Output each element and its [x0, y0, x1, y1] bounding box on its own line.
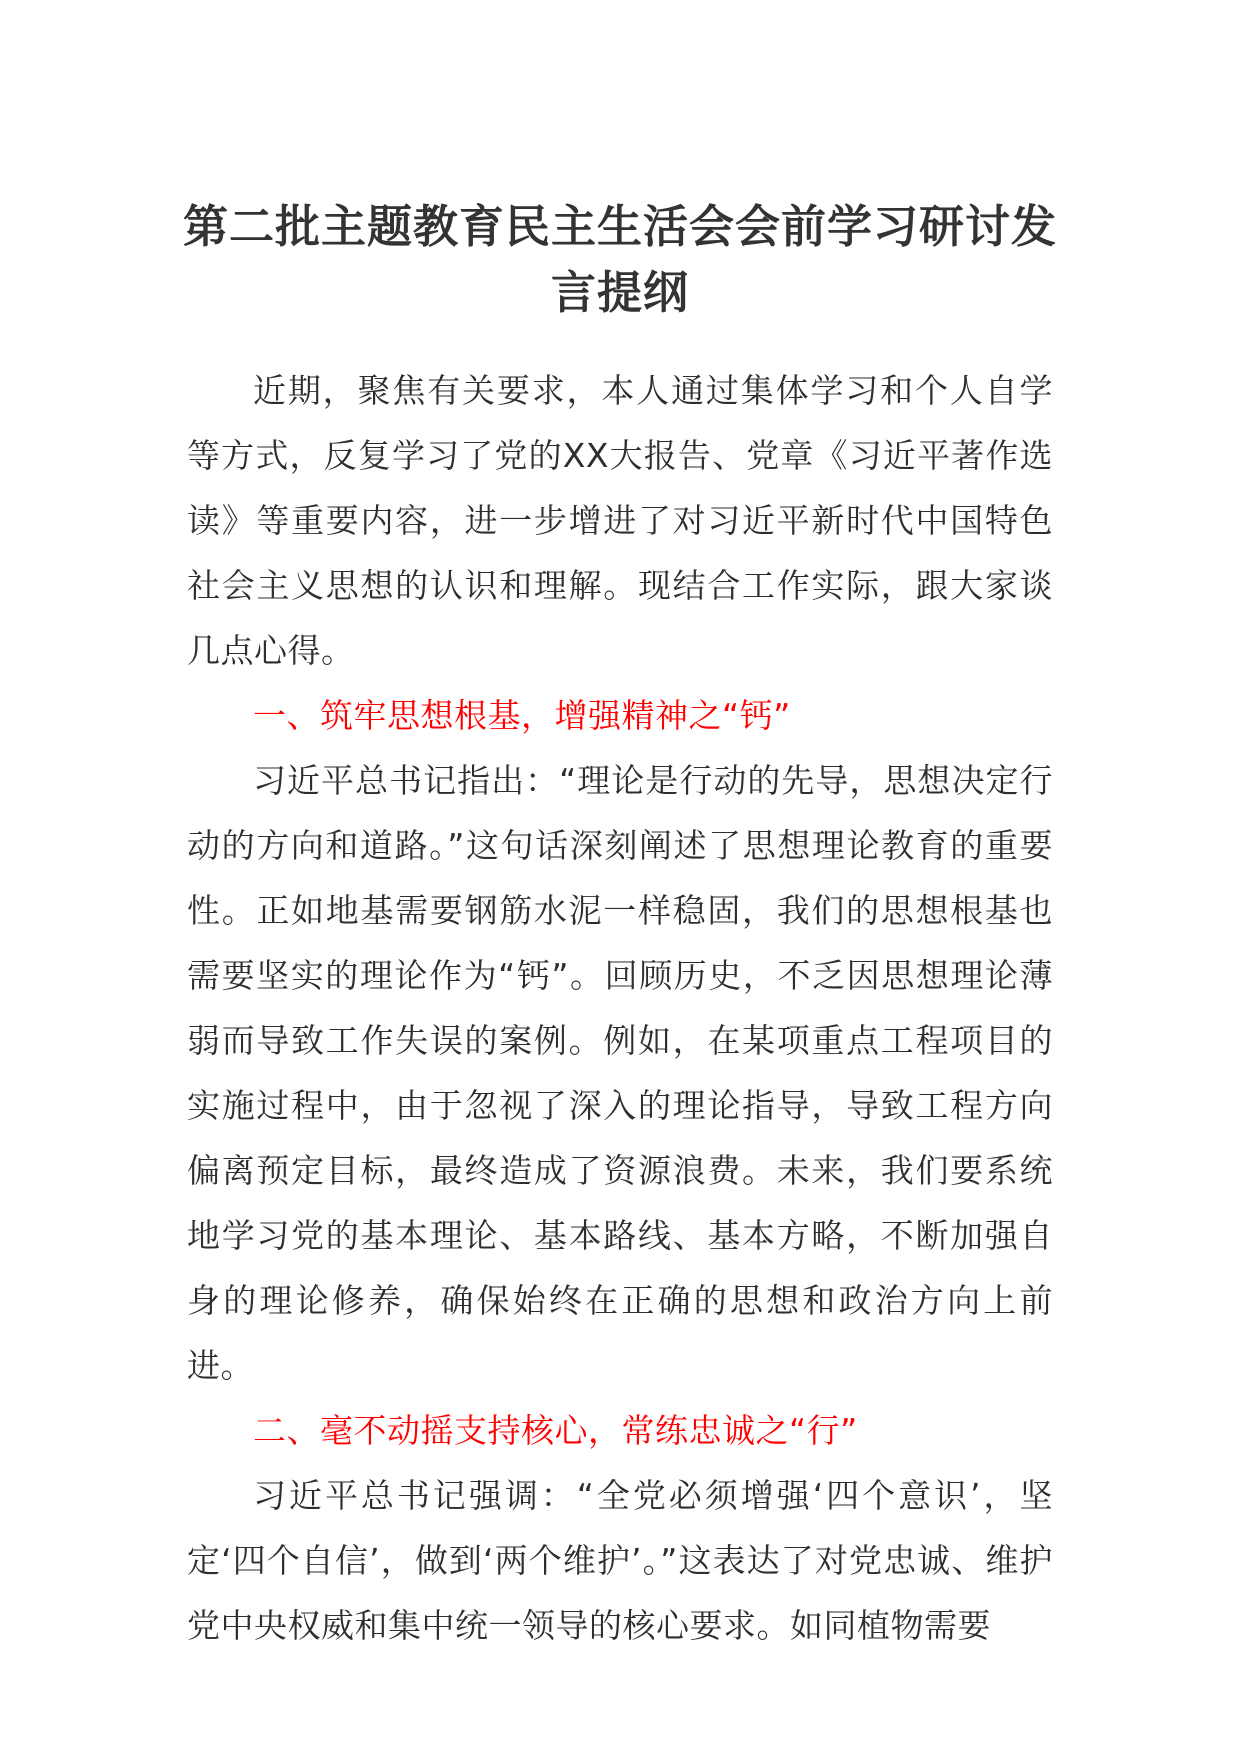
section-1-heading: 一、筑牢思想根基，增强精神之“钙”	[253, 696, 791, 735]
section-2-heading: 二、毫不动摇支持核心，常练忠诚之“行”	[253, 1411, 858, 1450]
document-body	[187, 358, 1053, 1658]
intro-paragraph: 近期，聚焦有关要求，本人通过集体学习和个人自学等方式，反复学习了党的XX大报告、党章《习近平著作选读》等重要内容，进一步增进了对习近平新时代中国特色社会主义思想的认识和理解。现结合工作实际，跟大家谈几点心得。	[187, 371, 1053, 670]
document-title: 第二批主题教育民主生活会会前学习研讨发言提纲	[182, 200, 1057, 319]
section-2-paragraph: 习近平总书记强调：“全党必须增强‘四个意识’，坚定‘四个自信’，做到‘两个维护’。”这表达了对党忠诚、维护党中央权威和集中统一领导的核心要求。如同植物需要	[187, 1476, 1053, 1645]
section-1-paragraph: 习近平总书记指出：“理论是行动的先导，思想决定行动的方向和道路。”这句话深刻阐述了思想理论教育的重要性。正如地基需要钢筋水泥一样稳固，我们的思想根基也需要坚实的理论作为“钙”。回顾历史，不乏因思想理论薄弱而导致工作失误的案例。例如，在某项重点工程项目的实施过程中，由于忽视了深入的理论指导，导致工程方向偏离预定目标，最终造成了资源浪费。未来，我们要系统地学习党的基本理论、基本路线、基本方略，不断加强自身的理论修养，确保始终在正确的思想和政治方向上前进。	[187, 761, 1053, 1385]
